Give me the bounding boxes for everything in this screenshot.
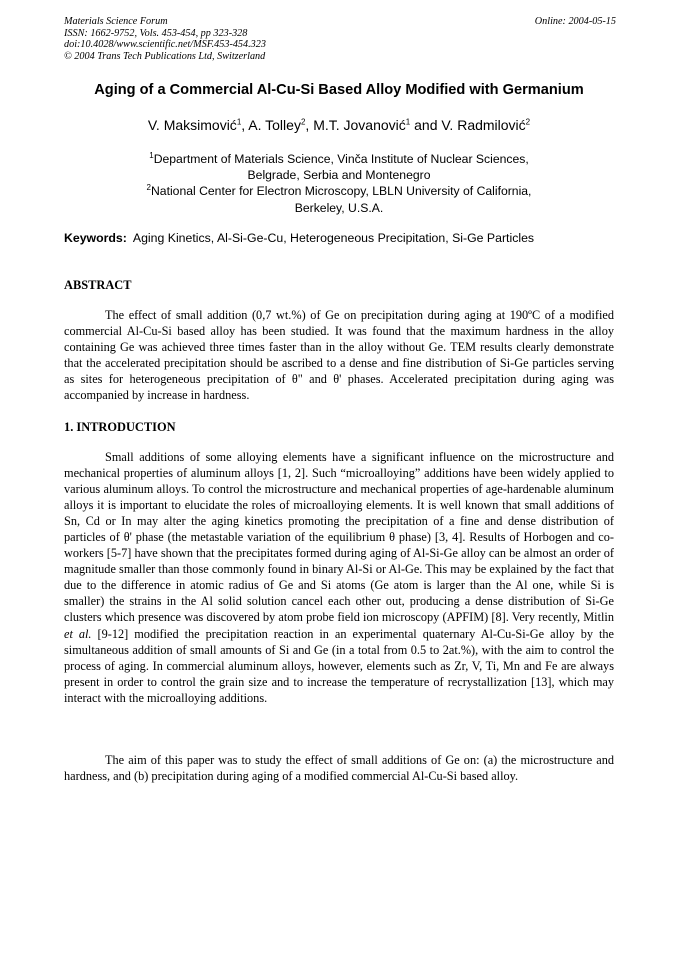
author-affiliation-mark: 1: [236, 117, 242, 127]
affiliation-1: [40, 151, 638, 167]
copyright-line: © 2004 Trans Tech Publications Ltd, Switzerland: [64, 50, 266, 62]
paragraph-text: Small additions of some alloying elements have a significant influence on the microstructure and mechanical properties of aluminum alloys [1, 2]. Such “microalloying” additions have been widely applied to various aluminum alloys. To control the microstructure and mechanical properties of age-hardenable aluminum alloys it is important to elucidate the roles of microalloying elements. It is well known that small additions of Sn, Cd or In may alter the aging kinetics promoting the precipitation of a fine and dense distribution of particles of θ' phase (the metastable variation of the equilibrium θ phase) [3, 4]. Results of Horbogen and co-workers [5-7] have shown that the precipitates formed during aging of Al-Si-Ge alloy can be almost an order of magnitude smaller than those commonly found in binary Al-Si or Al-Ge. This may be explained by the fact that due to the difference in atomic radius of Ge and Si atoms (Ge atom is larger than the Al one, while Si is smaller) the strains in the Al solid solution cancel each other out, producing a dense distribution of Si-Ge clusters which presence was discovered by atom probe field ion microscopy (APFIM) [8]. Very recently, Mitlin: [64, 450, 614, 625]
author-list: [40, 117, 638, 133]
et-al: et al.: [64, 626, 92, 641]
author-name: A. Tolley: [248, 117, 301, 133]
journal-name: Materials Science Forum: [64, 16, 168, 27]
keywords-text: Aging Kinetics, Al-Si-Ge-Cu, Heterogeneous Precipitation, Si-Ge Particles: [132, 231, 535, 245]
author-separator: and: [410, 117, 442, 133]
author-name: V. Maksimović: [147, 117, 237, 133]
author-separator: ,: [305, 117, 314, 133]
abstract-heading: ABSTRACT: [64, 278, 132, 292]
introduction-paragraph-2: The aim of this paper was to study the effect of small additions of Ge on: (a) the microstructure and hardness, and (b) precipitation during aging of a modified commercial Al-Cu-Si based alloy.: [64, 753, 614, 784]
affiliation-mark: 2: [146, 183, 151, 193]
paragraph-text: [9-12] modified the precipitation reaction in an experimental quaternary Al-Cu-Si-Ge alloy by the simultaneous addition of small amounts of Si and Ge (in a total from 0.5 to 2at.%), with the aim to control the process of aging. In commercial aluminum alloys, however, elements such as Zr, V, Ti, Mn and Fe are always present in order to control the grain size and to increase the temperature of recrystallization [13], which may interact with the microalloying additions.: [64, 626, 615, 705]
abstract-text: The effect of small addition (0,7 wt.%) of Ge on precipitation during aging at 190ºC of a modified commercial Al-Cu-Si based alloy has been studied. It was found that the maximum hardness in the alloy containing Ge was achieved three times faster than in the alloy without Ge. TEM results clearly demonstrate that the accelerated precipitation should be ascribed to a dense and fine distribution of Si-Ge particles serving as sites for heterogeneous precipitation of θ" and θ' phases. Accelerated precipitation during aging was accompanied by increase in hardness.: [64, 308, 614, 403]
introduction-paragraph-1: [64, 449, 614, 706]
affiliation-text: National Center for Electron Microscopy, LBLN University of California,: [151, 184, 532, 199]
affiliation-2: [40, 183, 638, 199]
affiliation-1-location: Belgrade, Serbia and Montenegro: [247, 168, 431, 183]
keywords-label: Keywords:: [64, 231, 127, 245]
affiliations: [40, 151, 638, 216]
affiliation-text: Department of Materials Science, Vinča Institute of Nuclear Sciences,: [153, 152, 529, 166]
author-separator: ,: [241, 117, 249, 133]
author-affiliation-mark: 2: [525, 117, 531, 127]
publication-header: [64, 16, 616, 62]
issn-line: ISSN: 1662-9752, Vols. 453-454, pp 323-328: [64, 27, 248, 39]
author-name: V. Radmilović: [441, 117, 526, 133]
doi-line: doi:10.4028/www.scientific.net/MSF.453-454.323: [64, 39, 266, 51]
keywords: [64, 231, 624, 245]
introduction-heading: 1. INTRODUCTION: [64, 420, 176, 434]
author-affiliation-mark: 1: [405, 117, 411, 127]
paper-title: Aging of a Commercial Al-Cu-Si Based Alloy Modified with Germanium: [94, 82, 584, 98]
affiliation-2-location: Berkeley, U.S.A.: [294, 200, 384, 215]
author-affiliation-mark: 2: [300, 117, 306, 127]
author-name: M.T. Jovanović: [313, 117, 406, 133]
online-date: Online: 2004-05-15: [534, 16, 616, 27]
affiliation-mark: 1: [149, 150, 154, 160]
